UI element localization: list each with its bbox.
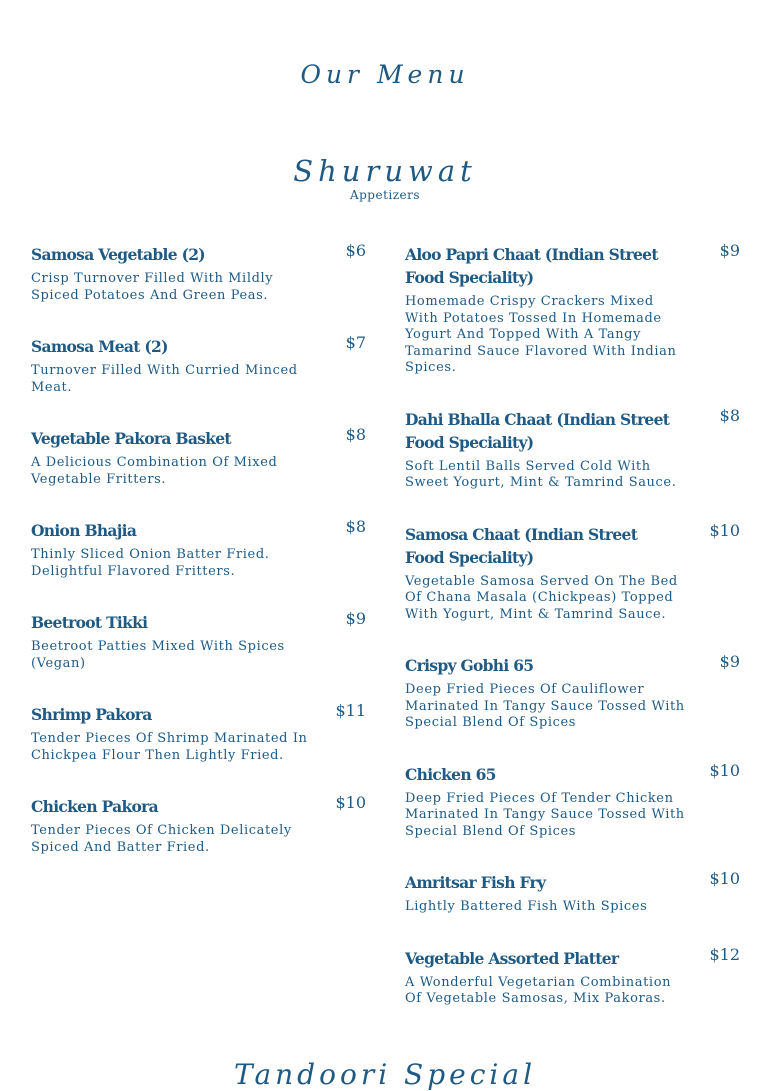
item-description: Crisp Turnover Filled With Mildly Spiced Potatoes And Green Peas. [31, 271, 274, 303]
item-price: $7 [345, 333, 366, 352]
menu-item [31, 608, 366, 672]
menu-item [405, 520, 740, 624]
section-title: Shuruwat [293, 154, 477, 188]
item-name: Vegetable Pakora Basket [31, 429, 231, 448]
section-subtitle: Appetizers [349, 188, 421, 202]
item-description: Thinly Sliced Onion Batter Fried. Delightful Flavored Fritters. [31, 547, 270, 579]
item-description: Homemade Crispy Crackers Mixed With Potatoes Tossed In Homemade Yogurt And Topped With A Tangy Tamarind Sauce Flavored With Indian Spices. [405, 294, 677, 375]
item-description: A Delicious Combination Of Mixed Vegetable Fritters. [31, 455, 278, 487]
item-price: $12 [709, 944, 740, 964]
menu-item [405, 944, 740, 1008]
item-price: $9 [719, 652, 740, 671]
item-name: Shrimp Pakora [31, 705, 152, 724]
menu-item [31, 700, 366, 764]
item-name: Vegetable Assorted Platter [405, 948, 619, 968]
item-description: Tender Pieces Of Chicken Delicately Spiced And Batter Fried. [31, 823, 292, 855]
item-description: Turnover Filled With Curried Minced Meat. [31, 363, 298, 395]
item-name: Chicken 65 [405, 764, 496, 784]
menu-item [405, 760, 740, 841]
item-price: $6 [345, 241, 366, 260]
item-price: $10 [709, 869, 740, 888]
menu-item [31, 332, 366, 396]
item-name: Dahi Bhalla Chaat (Indian Street Food Speciality) [405, 409, 670, 452]
right-menu-column [405, 240, 740, 1036]
item-price: $10 [709, 520, 740, 540]
item-price: $8 [345, 425, 366, 444]
item-description: Vegetable Samosa Served On The Bed Of Chana Masala (Chickpeas) Topped With Yogurt, Mint & Tamrind Sauce. [405, 573, 678, 622]
item-name: Aloo Papri Chaat (Indian Street Food Speciality) [405, 245, 658, 287]
item-price: $9 [719, 241, 740, 260]
item-description: Deep Fried Pieces Of Cauliflower Marinated In Tangy Sauce Tossed With Special Blend Of Spices [405, 682, 685, 730]
item-price: $11 [335, 701, 366, 720]
item-name: Chicken Pakora [31, 797, 158, 816]
item-name: Beetroot Tikki [31, 613, 148, 632]
menu-item [405, 240, 740, 377]
left-menu-column [31, 240, 366, 884]
item-description: Beetroot Patties Mixed With Spices (Vegan) [31, 639, 285, 671]
menu-item [405, 405, 740, 492]
item-price: $10 [335, 793, 366, 812]
item-name: Onion Bhajia [31, 521, 137, 540]
menu-item [31, 516, 366, 580]
item-name: Amritsar Fish Fry [405, 873, 546, 892]
menu-title: Our Menu [300, 60, 470, 89]
item-price: $8 [719, 405, 740, 425]
menu-item [405, 868, 740, 916]
item-description: Tender Pieces Of Shrimp Marinated In Chickpea Flour Then Lightly Fried. [31, 731, 308, 763]
menu-item [31, 792, 366, 856]
item-price: $9 [345, 609, 366, 628]
item-description: A Wonderful Vegetarian Combination Of Vegetable Samosas, Mix Pakoras. [405, 974, 672, 1006]
item-name: Crispy Gobhi 65 [405, 656, 534, 675]
menu-item [31, 424, 366, 488]
item-name: Samosa Meat (2) [31, 337, 168, 356]
menu-item [31, 240, 366, 304]
item-description: Deep Fried Pieces Of Tender Chicken Marinated In Tangy Sauce Tossed With Special Blend Of Spices [405, 790, 685, 839]
next-section-title: Tandoori Special [233, 1058, 537, 1091]
item-price: $8 [345, 517, 366, 536]
item-description: Soft Lentil Balls Served Cold With Sweet Yogurt, Mint & Tamrind Sauce. [405, 458, 677, 490]
item-name: Samosa Chaat (Indian Street Food Speciality) [405, 524, 638, 567]
item-description: Lightly Battered Fish With Spices [405, 899, 648, 914]
item-name: Samosa Vegetable (2) [31, 245, 205, 264]
menu-item [405, 651, 740, 732]
item-price: $10 [709, 760, 740, 780]
